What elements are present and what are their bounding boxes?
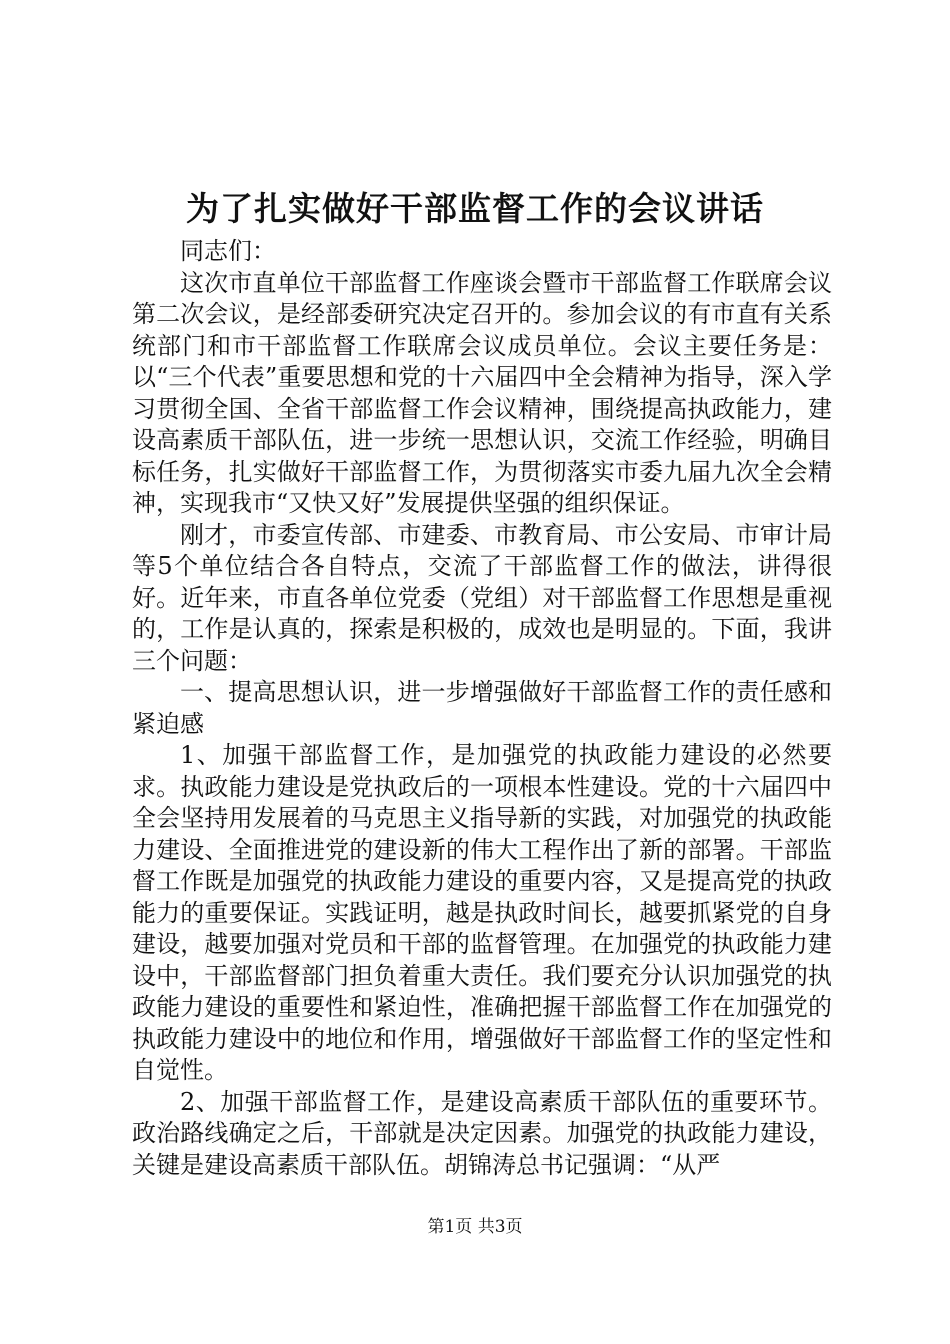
page-number: 第1页 共3页 <box>427 1217 523 1237</box>
paragraph-exchange: 刚才，市委宣传部、市建委、市教育局、市公安局、市审计局等5个单位结合各自特点，交流了干部监督工作的做法，讲得很好。近年来，市直各单位党委（党组）对干部监督工作思想是重视的，工作是认真的，探索是积极的，成效也是明显的。下面，我讲三个问题： <box>132 520 832 675</box>
greeting: 同志们： <box>180 237 276 265</box>
section-heading-1: 一、提高思想认识，进一步增强做好干部监督工作的责任感和紧迫感 <box>132 678 832 738</box>
paragraph-point-1: 1、加强干部监督工作，是加强党的执政能力建设的必然要求。执政能力建设是党执政后的一项根本性建设。党的十六届四中全会坚持用发展着的马克思主义指导新的实践，对加强党的执政能力建设、全面推进党的建设新的伟大工程作出了新的部署。干部监督工作既是加强党的执政能力建设的重要内容，又是提高党的执政能力的重要保证。实践证明，越是执政时间长，越要抓紧党的自身建设，越要加强对党员和干部的监督管理。在加强党的执政能力建设中，干部监督部门担负着重大责任。我们要充分认识加强党的执政能力建设的重要性和紧迫性，准确把握干部监督工作在加强党的执政能力建设中的地位和作用，增强做好干部监督工作的坚定性和自觉性。 <box>132 741 832 1084</box>
paragraph-intro: 这次市直单位干部监督工作座谈会暨市干部监督工作联席会议第二次会议，是经部委研究决定召开的。参加会议的有市直有关系统部门和市干部监督工作联席会议成员单位。会议主要任务是：以“三个代表”重要思想和党的十六届四中全会精神为指导，深入学习贯彻全国、全省干部监督工作会议精神，围绕提高执政能力，建设高素质干部队伍，进一步统一思想认识，交流工作经验，明确目标任务，扎实做好干部监督工作，为贯彻落实市委九届九次全会精神，实现我市“又快又好”发展提供坚强的组织保证。 <box>132 268 832 517</box>
paragraph-point-2: 2、加强干部监督工作，是建设高素质干部队伍的重要环节。政治路线确定之后，干部就是决定因素。加强党的执政能力建设，关键是建设高素质干部队伍。胡锦涛总书记强调：“从严 <box>132 1087 832 1179</box>
document-body <box>132 236 832 1181</box>
document-title: 为了扎实做好干部监督工作的会议讲话 <box>186 189 764 228</box>
